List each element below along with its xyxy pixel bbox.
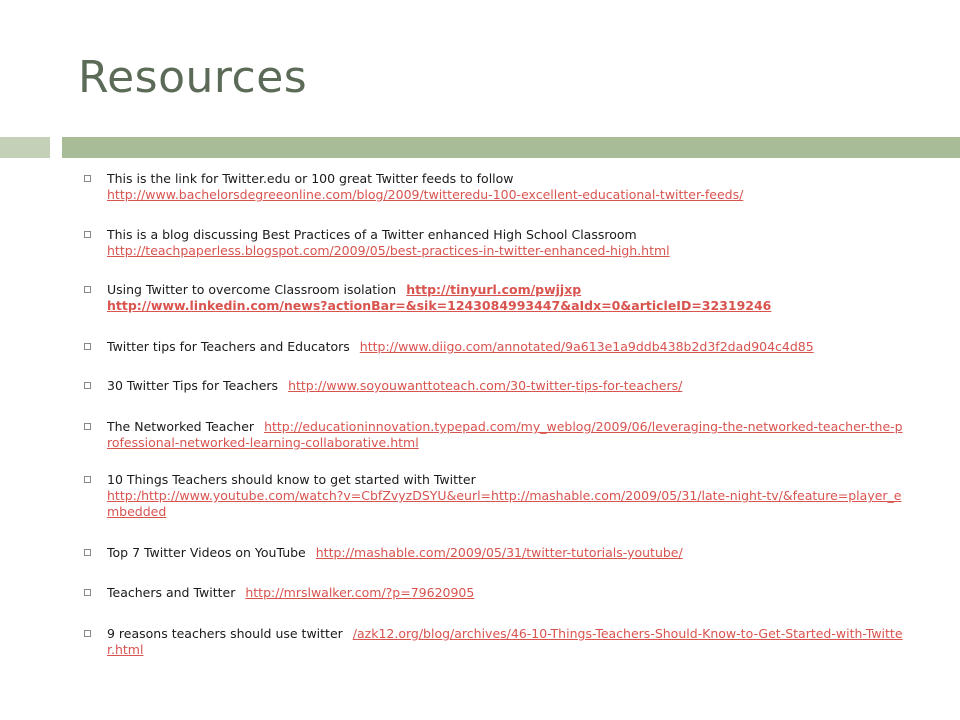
square-bullet-icon	[84, 231, 91, 238]
resource-link[interactable]: http://www.soyouwanttoteach.com/30-twitter-tips-for-teachers/	[288, 378, 683, 393]
square-bullet-icon	[84, 382, 91, 389]
resource-link[interactable]: http://mrslwalker.com/?p=79620905	[245, 585, 475, 600]
resource-description: 30 Twitter Tips for Teachers	[107, 378, 279, 393]
title-divider-accent	[0, 137, 50, 158]
resource-description: Twitter tips for Teachers and Educators	[107, 339, 350, 354]
resource-description: This is the link for Twitter.edu or 100 great Twitter feeds to follow	[107, 171, 514, 186]
resource-link[interactable]: http://tinyurl.com/pwjjxp	[406, 282, 582, 297]
resource-description: Using Twitter to overcome Classroom isolation	[107, 282, 397, 297]
square-bullet-icon	[84, 286, 91, 293]
title-divider-bar	[62, 137, 960, 158]
resource-link[interactable]: http:/http://www.youtube.com/watch?v=CbfZvyzDSYU&eurl=http://mashable.com/2009/05/31/late-night-tv/&feature=player_embedded	[107, 488, 902, 519]
resource-link[interactable]: /azk12.org/blog/archives/46-10-Things-Teachers-Should-Know-to-Get-Started-with-Twitter.html	[107, 626, 903, 657]
resource-description: 10 Things Teachers should know to get started with Twitter	[107, 472, 476, 487]
square-bullet-icon	[84, 589, 91, 596]
resource-link[interactable]: http://www.bachelorsdegreeonline.com/blog/2009/twitteredu-100-excellent-educational-twitter-feeds/	[107, 187, 744, 202]
resource-description: This is a blog discussing Best Practices of a Twitter enhanced High School Classroom	[107, 227, 637, 242]
square-bullet-icon	[84, 343, 91, 350]
square-bullet-icon	[84, 423, 91, 430]
resource-description: Teachers and Twitter	[107, 585, 236, 600]
resource-link[interactable]: http://mashable.com/2009/05/31/twitter-tutorials-youtube/	[315, 545, 683, 560]
square-bullet-icon	[84, 549, 91, 556]
resource-description: Top 7 Twitter Videos on YouTube	[107, 545, 306, 560]
resource-description: The Networked Teacher	[107, 419, 255, 434]
slide-title: Resources	[78, 52, 308, 103]
resource-link[interactable]: http://educationinnovation.typepad.com/my_weblog/2009/06/leveraging-the-networked-teacher-the-professional-networked-learning-collaborative.html	[107, 419, 903, 450]
resource-description: 9 reasons teachers should use twitter	[107, 626, 343, 641]
resource-link-secondary[interactable]: http://www.linkedin.com/news?actionBar=&sik=1243084993447&aIdx=0&articleID=32319246	[107, 298, 772, 313]
square-bullet-icon	[84, 476, 91, 483]
square-bullet-icon	[84, 630, 91, 637]
resource-link[interactable]: http://www.diigo.com/annotated/9a613e1a9ddb438b2d3f2dad904c4d85	[359, 339, 814, 354]
square-bullet-icon	[84, 175, 91, 182]
resource-link[interactable]: http://teachpaperless.blogspot.com/2009/05/best-practices-in-twitter-enhanced-high.html	[107, 243, 670, 258]
